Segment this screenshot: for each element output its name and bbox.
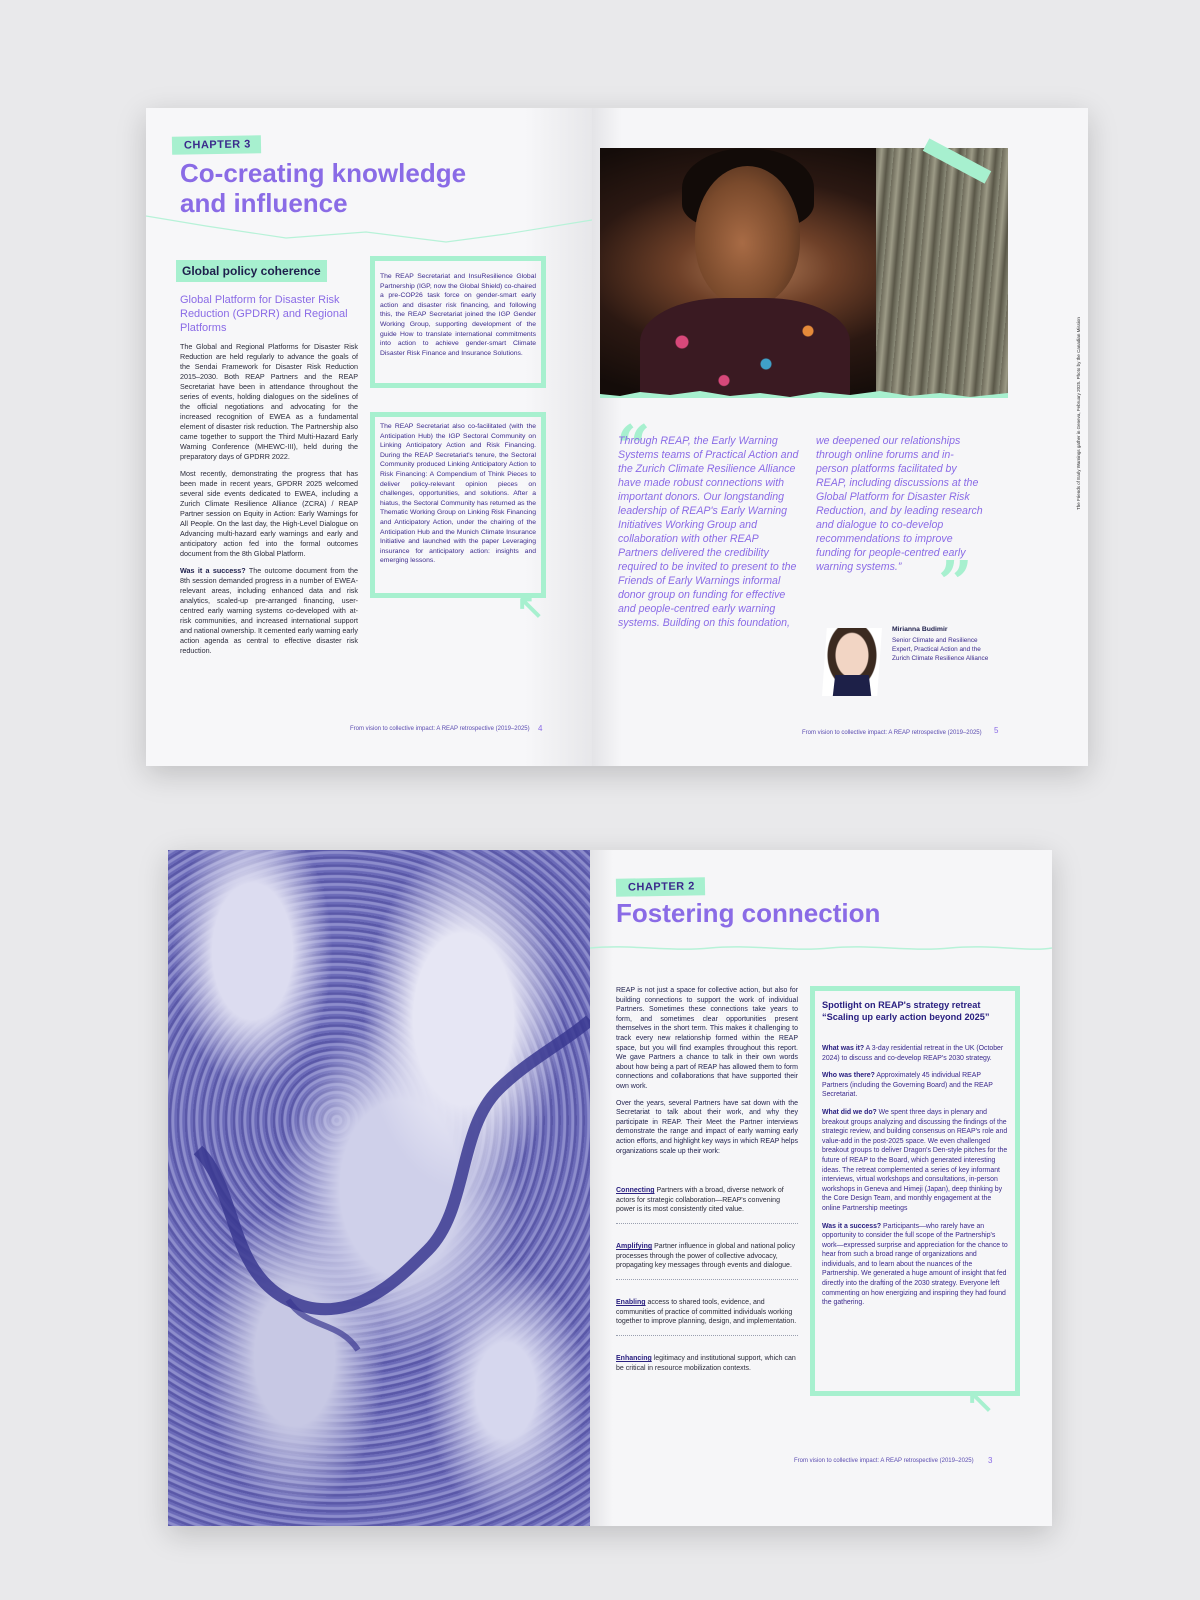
page-number: 3 (988, 1456, 993, 1465)
quote-column-2: we deepened our relationships through online forums and in-person platforms facilitated by REAP, including discussions at the Global Platform for Disaster Risk Reduction, and by leading research and dialogue to co-develop recommendations to improve funding for people-centred early warning systems.” (816, 435, 983, 573)
callout-box-1-text: The REAP Secretariat and InsuResilience Global Partnership (IGP, now the Global Shield) co-chaired a pre-COP26 task force on gender-smart early action and disaster risk financing, and following this, the REAP Secretariat joined the IGP Gender Working Group, supporting development of the guide How to translate international commitments into action to achieve gender-smart Climate Disaster Risk Finance and Insurance Solutions. (380, 273, 536, 357)
speaker-name: Mirianna Budimir (892, 626, 948, 633)
speaker-role: Senior Climate and Resilience Expert, Practical Action and the Zurich Climate Resilience Alliance (892, 637, 989, 662)
paragraph-3 (180, 566, 358, 656)
river-path (168, 850, 590, 1526)
intro-paragraph-1: REAP is not just a space for collective action, but also for building connections to support the work of individual Partners. Sometimes these connections take years to form, and sometimes clear opportunities present themselves in the short term. This makes it challenging to track every new relationship formed within the REAP space, but you will find examples throughout this report. We gave Partners a chance to talk in their own words about how being a part of REAP has allowed them to form connections and collaborations that have supported their own work. (616, 987, 798, 1090)
chapter-title-line1: Co-creating knowledge (180, 158, 467, 188)
list-item-lead: Enabling (616, 1299, 646, 1306)
close-quote-icon: ” (938, 549, 973, 619)
body-text-column (180, 342, 358, 663)
callout-box-2-text: The REAP Secretariat also co-facilitated (with the Anticipation Hub) the IGP Sectoral Community on Linking Anticipatory Action and Risk Financing. During the REAP Secretariat's tenure, the Sectoral Community produced Linking Anticipatory Action to Risk Financing: A Compendium of Think Pieces to deliver policy-relevant opinion pieces on challenges, opportunities, and solutions. After a hiatus, the Sectoral Community has returned as the Thematic Working Group on Linking Risk Financing and Anticipatory Action, under the chairing of the Anticipation Hub and the Munich Climate Insurance Initiative and launched with the paper Leveraging insurance for anticipatory action: insights and emerging lessons. (380, 423, 536, 565)
list-item-lead: Connecting (616, 1187, 655, 1194)
page-footer: From vision to collective impact: A REAP retrospective (2019–2025) (350, 726, 530, 732)
chapter-label: CHAPTER 3 (172, 135, 261, 155)
page-3 (590, 850, 1052, 1526)
paragraph-2: Most recently, demonstrating the progress that has been made in recent years, GPDRR 2025 welcomed several side events dedicated to EWEA, including a Zurich Climate Resilience Alliance (ZCRA) / REAP Partner session on Equity in Action: Early Warnings for All People. On the last day, the High-Level Dialogue on Advancing multi-hazard early warnings and early and anticipatory action fed into the formal outcomes document from the 8th Global Platform. (180, 469, 358, 558)
arrow-up-left-icon: ↖ (966, 1382, 995, 1420)
page-5 (592, 108, 1088, 766)
list-item-connecting (616, 1186, 798, 1224)
list-item-text: Partners with a broad, diverse network of actors for strategic collaboration—REAP's convening power is its most consistently cited value. (616, 1187, 784, 1214)
list-item-enabling (616, 1298, 798, 1336)
spotlight-q2: Who was there? (822, 1072, 875, 1080)
intro-paragraph-2: Over the years, several Partners have sat down with the Secretariat to talk about their work, and why they participate in REAP. Their Meet the Partner interviews demonstrate the range and impact of early warning early action efforts, and highlight key ways in which REAP helps organizations scale up their work: (616, 1099, 798, 1155)
quote-column-1: Through REAP, the Early Warning Systems teams of Practical Action and the Zurich Climate Resilience Alliance have made robust connections with important donors. Our longstanding leadership of REAP's Early Warning Initiatives Working Group and collaboration with other REAP Partners delivered the credibility required to be invited to present to the Friends of Early Warnings informal donor group on funding for effective and people-centred early warning systems. Building on this foundation, (618, 435, 799, 629)
page-4 (146, 108, 592, 766)
arrow-up-left-icon: ↖ (516, 588, 545, 626)
photo-dress (640, 298, 850, 398)
spotlight-title: Spotlight on REAP's strategy retreat “Scaling up early action beyond 2025” (822, 1000, 990, 1022)
list-item-lead: Amplifying (616, 1243, 653, 1250)
list-item-text: Partner influence in global and national policy processes through the power of collective advocacy, propagating key messages through events and dialogue. (616, 1243, 795, 1270)
open-quote-icon: “ (616, 413, 651, 483)
spotlight-item-4 (822, 1222, 1008, 1308)
photo-curtain (876, 148, 1008, 398)
list-item-amplifying (616, 1242, 798, 1280)
spotlight-a3: We spent three days in plenary and breakout groups analyzing and discussing the findings of the strategic review, and building consensus on REAP's role and value-add in the post-2025 space. We even challenged breakout groups to deliver Dragon's Den-style pitches for the future of REAP to the Board, which generated interesting ideas. The retreat complemented a series of key informant interviews, virtual workshops and consultations, in-person workshops in Geneva and Himeji (Japan), deep thinking by the Core Design Team, and monthly engagement at the online Partnership meetings (822, 1108, 1008, 1212)
intro-column (616, 986, 798, 1156)
photo-credit: The Friends of Early Warnings gather in Geneva, February 2025. Photo by the Canadian Mission (1076, 317, 1081, 510)
brochure-spread-bottom (168, 850, 1052, 1526)
paragraph-3-text: The outcome document from the 8th session demanded progress in a number of EWEA-relevant areas, including enhanced data and risk analytics, scaled-up pre-arranged financing, user-centred early warning systems co-developed with at-risk communities, and increased international support and national ownership. It cemented early warning early action agenda as central to effective disaster risk reduction. (180, 566, 358, 655)
title-underline-wave (146, 208, 592, 248)
spotlight-item-2 (822, 1071, 1008, 1100)
paragraph-1: The Global and Regional Platforms for Disaster Risk Reduction are held regularly to advance the goals of the Sendai Framework for Disaster Risk Reduction 2015–2030. Both REAP Partners and the REAP Secretariat have been in attendance throughout the series of events, holding dialogues on the sidelines of the official negotiations and advocating for the increased recognition of EWEA as a fundamental element of disaster risk reduction. The Partnership also came together to support the Third Multi-Hazard Early Warning Conference (MHEWC-III), held during the preparatory days of GPDRR 2022. (180, 342, 358, 461)
title-underline-wave (590, 940, 1052, 956)
chapter-title-line2: and influence (180, 188, 348, 218)
list-item-enhancing (616, 1354, 798, 1381)
subheading: Global Platform for Disaster Risk Reduction (GPDRR) and Regional Platforms (180, 294, 348, 334)
page-number: 4 (538, 724, 543, 733)
portrait-photo-girl (600, 148, 1008, 398)
page-2-aerial-image (168, 850, 590, 1526)
page-number: 5 (994, 726, 999, 735)
paragraph-3-lead: Was it a success? (180, 566, 246, 575)
list-item-text: access to shared tools, evidence, and communities of practice of committed individuals working together to improve planning, design, and implementation. (616, 1299, 797, 1326)
photo-face (695, 166, 800, 306)
brochure-spread-top (146, 108, 1088, 766)
list-item-lead: Enhancing (616, 1355, 652, 1362)
spotlight-body (822, 1044, 1008, 1316)
spotlight-q1: What was it? (822, 1045, 865, 1052)
spotlight-a4: Participants—who rarely have an opportunity to consider the full scope of the Partnership's work—expressed surprise and appreciation for the chance to hear from such a broad range of organizations and individuals, and to learn about the nuances of the Partnership. We generated a huge amount of insight that fed directly into the drafting of the 2030 strategy. Everyone left commenting on how energizing and inspiring they had found the gathering. (822, 1222, 1008, 1307)
chapter-label: CHAPTER 2 (616, 877, 705, 897)
spotlight-a2: Approximately 45 individual REAP Partners (including the Governing Board) and the REAP Secretariat. (822, 1072, 993, 1099)
torn-paper-edge (600, 388, 1008, 398)
section-label: Global policy coherence (176, 260, 327, 282)
chapter-title: Fostering connection (616, 898, 881, 928)
spotlight-item-3 (822, 1108, 1008, 1214)
spotlight-q4: Was it a success? (822, 1222, 882, 1230)
spotlight-item-1 (822, 1044, 1008, 1063)
spotlight-a1: A 3-day residential retreat in the UK (October 2024) to discuss and co-develop REAP's 2030 strategy. (822, 1045, 1004, 1062)
spotlight-q3: What did we do? (822, 1108, 877, 1116)
page-footer: From vision to collective impact: A REAP retrospective (2019–2025) (802, 730, 982, 736)
page-footer: From vision to collective impact: A REAP retrospective (2019–2025) (794, 1458, 974, 1464)
list-item-text: legitimacy and institutional support, which can be critical in resource mobilization contexts. (616, 1355, 796, 1372)
